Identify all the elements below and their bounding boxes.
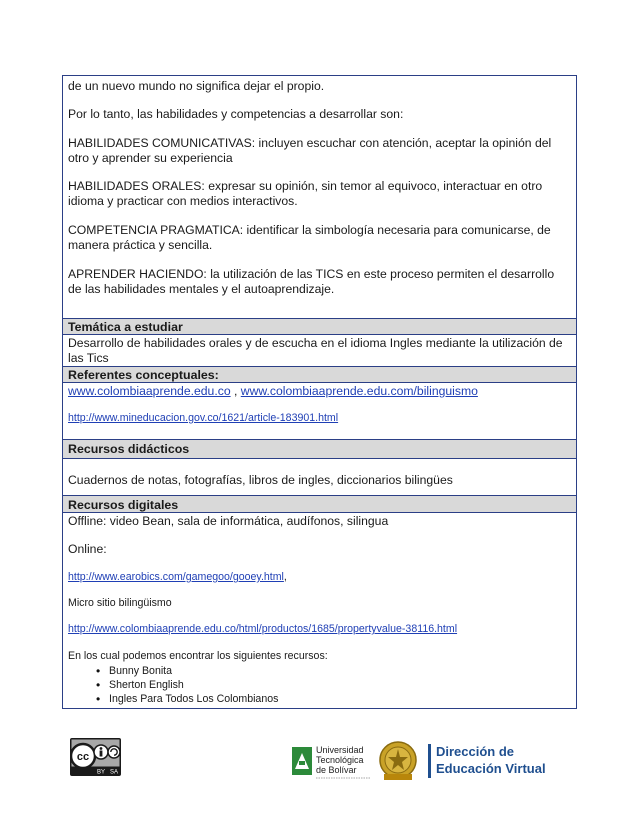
text-paragraph: HABILIDADES ORALES: expresar su opinión, sin temor al equivoco, interactuar en otro idioma y practicar con medios interactivos. (68, 179, 543, 208)
recursos-list (68, 664, 571, 706)
propertyvalue-link[interactable]: http://www.colombiaaprende.edu.co/html/productos/1685/propertyvalue-38116.html (68, 623, 458, 635)
bilinguismo-link[interactable]: www.colombiaaprende.edu.com/bilinguismo (240, 384, 478, 398)
footer (0, 738, 638, 783)
didacticos-header: Recursos didácticos (63, 439, 576, 458)
dv-line1: Dirección de (436, 744, 515, 759)
logo-bar (428, 744, 431, 778)
competencias-cell (63, 76, 576, 318)
dv-line2: Educación Virtual (436, 761, 546, 776)
university-seal-icon (378, 740, 418, 782)
cc-by-text: BY (96, 769, 106, 776)
didacticos-text: Cuadernos de notas, fotografías, libros de ingles, diccionarios bilingües (68, 473, 453, 487)
earobics-link[interactable]: http://www.earobics.com/gamegoo/gooey.html (68, 571, 284, 583)
cc-sa-text: SA (109, 769, 119, 776)
direccion-educacion-virtual-logo (428, 744, 548, 780)
link-separator: , (230, 384, 241, 398)
didacticos-content (63, 458, 576, 495)
propertyvalue-line (68, 622, 571, 636)
text-paragraph: Por lo tanto, las habilidades y competencias a desarrollar son: (68, 107, 404, 121)
list-item: • Sherton English (96, 678, 571, 692)
recursos-intro: En los cual podemos encontrar los siguientes recursos: (68, 650, 328, 662)
referentes-header: Referentes conceptuales: (63, 366, 576, 382)
earobics-line (68, 570, 571, 584)
micro-sitio-text: Micro sitio bilingüismo (68, 597, 172, 609)
tematica-content (63, 334, 576, 366)
tematica-text: Desarrollo de habilidades orales y de escucha en el idioma Ingles mediante la utilización de las Tics (68, 336, 563, 365)
cc-by-sa-logo (70, 738, 121, 776)
referentes-content (63, 382, 576, 439)
referentes-links-line (68, 384, 571, 399)
text-paragraph: APRENDER HACIENDO: la utilización de las TICS en este proceso permiten el desarrollo de las habilidades mentales y el autoaprendizaje. (68, 267, 555, 296)
text-paragraph: COMPETENCIA PRAGMATICA: identificar la simbología necesaria para comunicarse, de manera práctica y sencilla. (68, 223, 551, 252)
offline-text: Offline: video Bean, sala de informática, audífonos, silingua (68, 514, 389, 528)
digitales-header: Recursos digitales (63, 495, 576, 512)
utb-line1: Universidad (316, 745, 364, 755)
mineducacion-link[interactable]: http://www.mineducacion.gov.co/1621/article-183901.html (68, 412, 339, 424)
list-item: • Ingles Para Todos Los Colombianos (96, 692, 571, 706)
online-text: Online: (68, 542, 107, 556)
utb-logo (290, 741, 376, 781)
svg-text:cc: cc (76, 751, 90, 763)
list-item: • Bunny Bonita (96, 664, 571, 678)
digitales-content (63, 512, 576, 708)
mineducacion-line (68, 411, 571, 425)
text-paragraph: de un nuevo mundo no significa dejar el propio. (68, 79, 325, 93)
earobics-suffix: , (283, 571, 287, 583)
utb-line2: Tecnológica (316, 755, 364, 765)
text-paragraph: HABILIDADES COMUNICATIVAS: incluyen escuchar con atención, aceptar la opinión del otro y aprender su experiencia (68, 136, 552, 165)
utb-line3: de Bolívar (316, 765, 357, 775)
colombiaaprende-link[interactable]: www.colombiaaprende.edu.co (68, 384, 231, 398)
document-table (62, 75, 577, 709)
tematica-header: Temática a estudiar (63, 318, 576, 334)
